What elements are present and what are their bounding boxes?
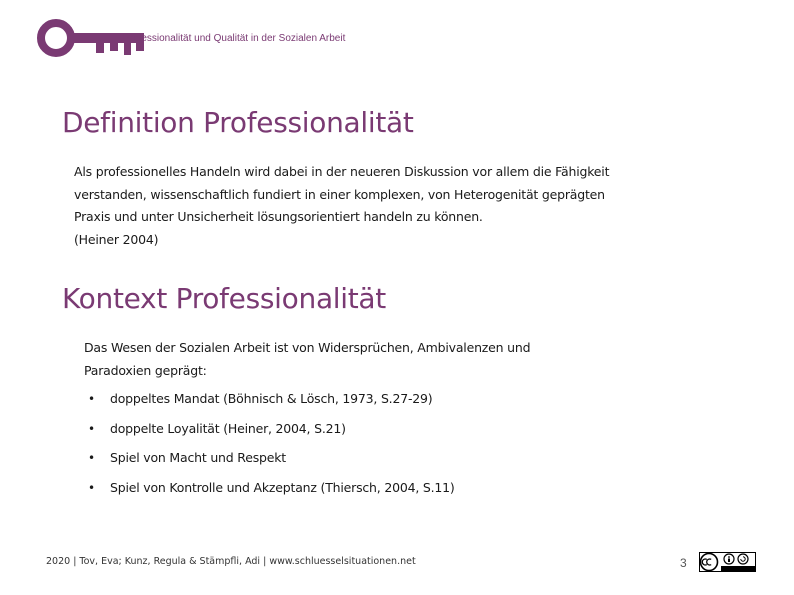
list-item: • Spiel von Macht und Respekt [88,445,455,475]
page-number: 3 [680,556,687,570]
paragraph-line: Als professionelles Handeln wird dabei in der neueren Diskussion vor allem die Fähigkeit [74,164,610,179]
definition-paragraph [74,161,634,251]
section-heading-definition: Definition Professionalität [62,106,414,139]
list-item: • doppelte Loyalität (Heiner, 2004, S.21) [88,416,455,446]
bullet-icon: • [88,480,95,495]
list-item: • doppeltes Mandat (Böhnisch & Lösch, 1973, S.27-29) [88,386,455,416]
footer-text: 2020 | Tov, Eva; Kunz, Regula & Stämpfli, Adi | www.schluesselsituationen.net [46,556,416,567]
paragraph-line: Paradoxien geprägt: [84,362,207,378]
kontext-bullet-list [88,386,455,504]
bullet-icon: • [88,421,95,436]
list-item: • Spiel von Kontrolle und Akzeptanz (Thiersch, 2004, S.11) [88,475,455,505]
citation: (Heiner 2004) [74,231,159,247]
paragraph-line: verstanden, wissenschaftlich fundiert in einer komplexen, von Heterogenität geprägten [74,186,605,202]
section-heading-kontext: Kontext Professionalität [62,282,386,315]
header-title: Professionalität und Qualität in der Sozialen Arbeit [123,33,346,44]
bullet-icon: • [88,451,95,466]
cc-license-icon[interactable] [699,552,756,572]
kontext-paragraph [84,337,564,382]
paragraph-line: Das Wesen der Sozialen Arbeit ist von Widersprüchen, Ambivalenzen und [84,340,531,355]
paragraph-line: Praxis und unter Unsicherheit lösungsorientiert handeln zu können. [74,209,483,224]
bullet-icon: • [88,392,95,406]
